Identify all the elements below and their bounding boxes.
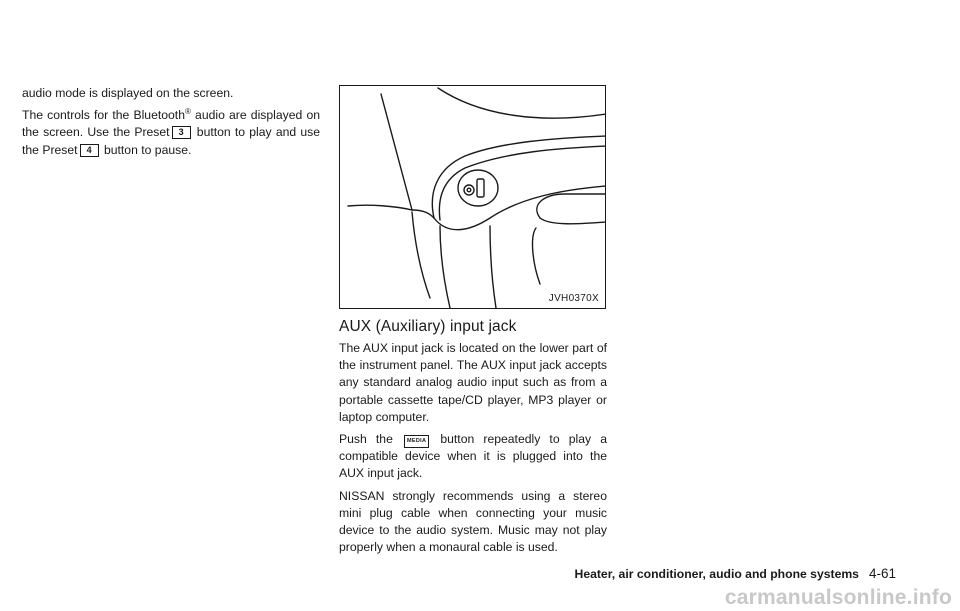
aux-jack-figure xyxy=(339,85,606,309)
page-number: 4-61 xyxy=(868,566,896,581)
right-column xyxy=(339,340,607,561)
paragraph-media-button xyxy=(339,431,607,483)
left-column xyxy=(22,85,320,164)
paragraph-bluetooth-controls xyxy=(22,107,320,159)
text-fragment: button to pause. xyxy=(100,142,192,157)
text-fragment: button to play and use the Preset xyxy=(22,125,321,157)
text-fragment: The controls for the Bluetooth xyxy=(22,108,185,123)
aux-jack-illustration xyxy=(340,86,606,309)
text-fragment: audio are displayed on the screen. Use the Preset xyxy=(22,108,321,140)
watermark: carmanualsonline.info xyxy=(724,586,952,609)
preset-4-key-icon: 4 xyxy=(80,144,99,157)
section-title: AUX (Auxiliary) input jack xyxy=(339,318,517,335)
registered-mark: ® xyxy=(184,107,191,117)
paragraph-audio-mode: audio mode is displayed on the screen. xyxy=(22,86,234,100)
paragraph-aux-location: The AUX input jack is located on the lower part of the instrument panel. The AUX input jack accepts any standard analog audio input such as from a portable cassette tape/CD player, MP3 player or laptop computer. xyxy=(339,341,607,424)
paragraph-stereo-cable: NISSAN strongly recommends using a stereo mini plug cable when connecting your music device to the audio system. Music may not play properly when a monaural cable is used. xyxy=(339,488,607,555)
media-key-icon: MEDIA xyxy=(404,435,429,448)
figure-code: JVH0370X xyxy=(548,293,599,304)
page-footer xyxy=(575,566,896,581)
preset-3-key-icon: 3 xyxy=(172,126,191,139)
chapter-title: Heater, air conditioner, audio and phone systems xyxy=(574,567,859,581)
text-fragment: Push the xyxy=(339,432,393,447)
text-fragment: button repeatedly to play a compatible device when it is plugged into the AUX input jack. xyxy=(339,432,608,481)
